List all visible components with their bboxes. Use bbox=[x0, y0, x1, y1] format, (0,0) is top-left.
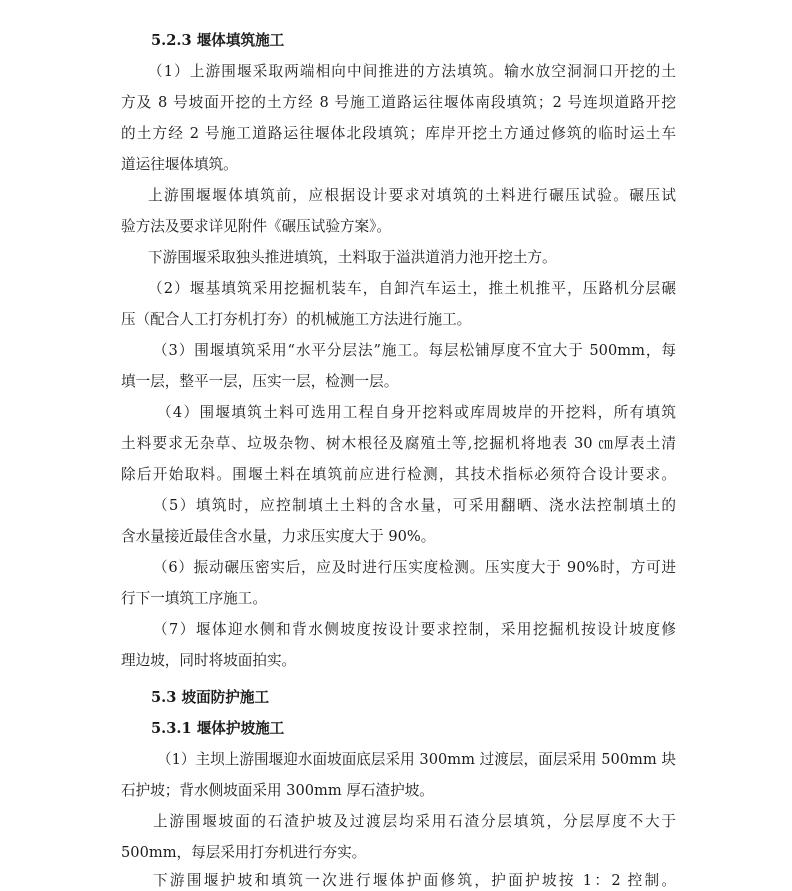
paragraph-line: （5）填筑时，应控制填土土料的含水量，可采用翻晒、浇水法控制填土的 bbox=[153, 497, 676, 514]
paragraph-line: 含水量接近最佳含水量，力求压实度大于 90%。 bbox=[121, 528, 436, 545]
section-heading-5-2-3: 5.2.3 堰体填筑施工 bbox=[151, 32, 285, 49]
paragraph-line: 行下一填筑工序施工。 bbox=[121, 590, 267, 607]
paragraph-line: 500mm，每层采用打夯机进行夯实。 bbox=[121, 844, 367, 861]
paragraph-line: 验方法及要求详见附件《碾压试验方案》。 bbox=[121, 218, 391, 235]
paragraph-line: （7）堰体迎水侧和背水侧坡度按设计要求控制，采用挖掘机按设计坡度修 bbox=[153, 621, 676, 638]
paragraph-line: （4）围堰填筑土料可选用工程自身开挖料或库周坡岸的开挖料，所有填筑 bbox=[157, 404, 676, 421]
paragraph-line: 方及 8 号坡面开挖的土方经 8 号施工道路运往堰体南段填筑；2 号连坝道路开挖 bbox=[121, 94, 676, 111]
paragraph-line: 石护坡；背水侧坡面采用 300mm 厚石渣护坡。 bbox=[121, 782, 434, 799]
paragraph-line: （6）振动碾压密实后，应及时进行压实度检测。压实度大于 90%时，方可进 bbox=[153, 559, 676, 576]
paragraph-line: 道运往堰体填筑。 bbox=[121, 156, 238, 173]
paragraph-line: 除后开始取料。围堰土料在填筑前应进行检测，其技术指标必须符合设计要求。 bbox=[121, 466, 676, 483]
paragraph-line: （1）主坝上游围堰迎水面坡面底层采用 300mm 过渡层，面层采用 500mm 块 bbox=[157, 751, 676, 768]
paragraph-line: 土料要求无杂草、垃圾杂物、树木根径及腐殖土等,挖掘机将地表 30 ㎝厚表土清 bbox=[121, 435, 676, 452]
paragraph-line: 填一层，整平一层，压实一层，检测一层。 bbox=[121, 373, 399, 390]
paragraph-line: 理边坡，同时将坡面拍实。 bbox=[121, 652, 297, 669]
section-heading-5-3-1: 5.3.1 堰体护坡施工 bbox=[151, 720, 285, 737]
paragraph-line-cut-off: 下游围堰护坡和填筑一次进行堰体护面修筑，护面护坡按 1：2 控制。 bbox=[153, 872, 676, 889]
paragraph-line: （2）堰基填筑采用挖掘机装车，自卸汽车运土，推土机推平，压路机分层碾 bbox=[148, 280, 676, 297]
paragraph-line: 压（配合人工打夯机打夯）的机械施工方法进行施工。 bbox=[121, 311, 472, 328]
paragraph-line: 的土方经 2 号施工道路运往堰体北段填筑；库岸开挖土方通过修筑的临时运土车 bbox=[121, 125, 676, 142]
paragraph-line: （1）上游围堰采取两端相向中间推进的方法填筑。输水放空洞洞口开挖的土 bbox=[148, 63, 676, 80]
paragraph-line: 上游围堰堰体填筑前，应根据设计要求对填筑的土料进行碾压试验。碾压试 bbox=[148, 187, 676, 204]
paragraph-line: 上游围堰坡面的石渣护坡及过渡层均采用石渣分层填筑，分层厚度不大于 bbox=[153, 813, 676, 830]
paragraph-line: 下游围堰采取独头推进填筑，土料取于溢洪道消力池开挖土方。 bbox=[148, 249, 557, 266]
section-heading-5-3: 5.3 坡面防护施工 bbox=[151, 689, 270, 706]
paragraph-line: （3）围堰填筑采用“水平分层法”施工。每层松铺厚度不宜大于 500mm，每 bbox=[153, 342, 676, 359]
